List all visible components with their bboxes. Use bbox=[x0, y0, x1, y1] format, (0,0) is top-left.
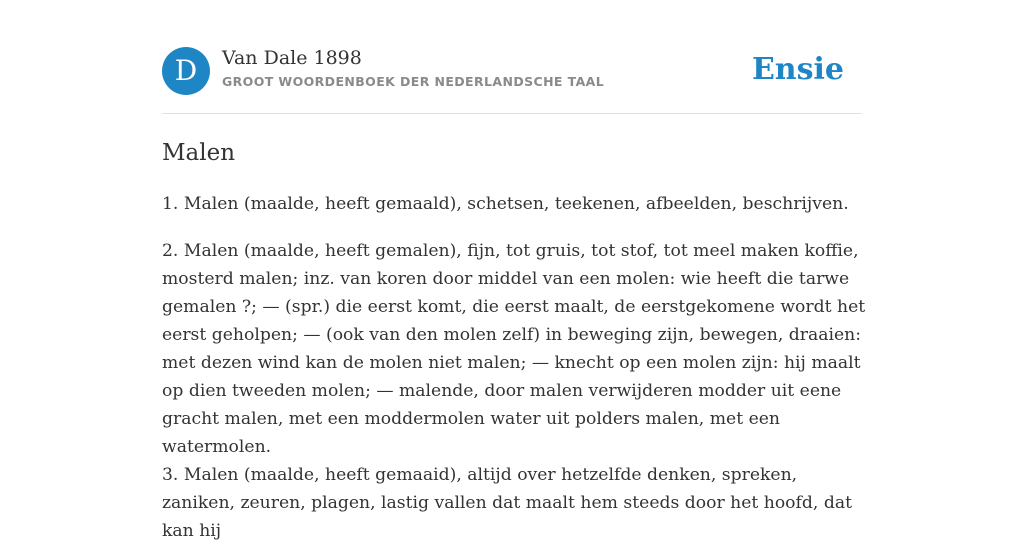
source-subtitle: GROOT WOORDENBOEK DER NEDERLANDSCHE TAAL bbox=[222, 74, 605, 89]
definition-1: 1. Malen (maalde, heeft gemaald), schetsen, teekenen, afbeelden, beschrijven. bbox=[162, 194, 849, 214]
brand-logo[interactable]: Ensie bbox=[751, 52, 844, 87]
source-avatar[interactable]: D bbox=[162, 47, 210, 95]
definition-3: 3. Malen (maalde, heeft gemaaid), altijd over hetzelfde denken, spreken, zaniken, zeuren, plagen, lastig vallen dat maalt hem steeds door het hoofd, dat kan hij bbox=[162, 465, 852, 541]
definition-2: 2. Malen (maalde, heeft gemalen), fijn, tot gruis, tot stof, tot meel maken koffie, mosterd malen; inz. van koren door middel van een molen: wie heeft die tarwe gemalen ?; — (spr.) die eerst komt, die eerst maalt, de eerstgekomene wordt het eerst geholpen; — (ook van den molen zelf) in beweging zijn, bewegen, draaien: met dezen wind kan de molen niet malen; — knecht op een molen zijn: hij maalt op dien tweeden molen; — malende, door malen verwijderen modder uit eene gracht malen, met een moddermolen water uit polders malen, met een watermolen. bbox=[162, 241, 866, 457]
source-title[interactable]: Van Dale 1898 bbox=[222, 47, 362, 69]
header-divider bbox=[162, 113, 862, 114]
entry-content bbox=[162, 190, 868, 545]
entry-title: Malen bbox=[162, 140, 236, 166]
header bbox=[162, 46, 862, 96]
